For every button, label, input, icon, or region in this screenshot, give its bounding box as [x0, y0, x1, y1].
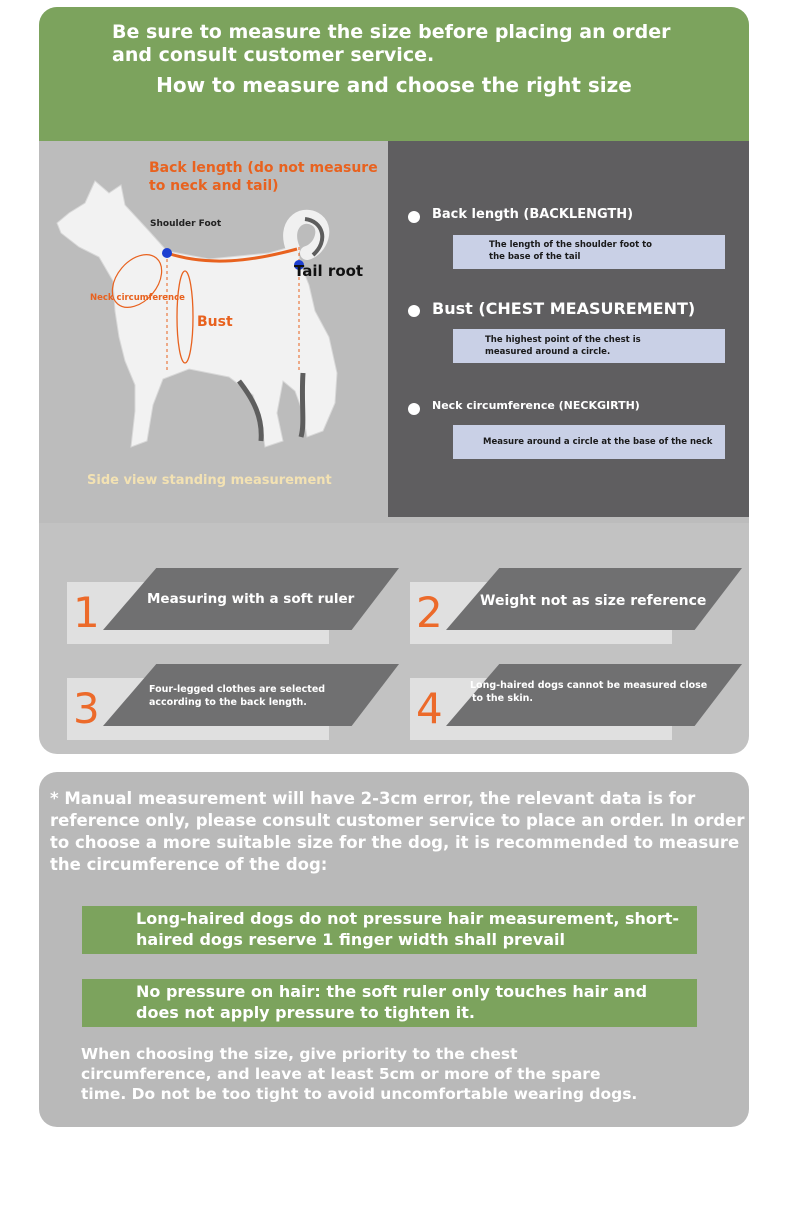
side-view-label: Side view standing measurement [87, 473, 332, 488]
measurement-guide-card [39, 7, 749, 754]
measurement-title: Neck circumference (NECKGIRTH) [432, 399, 640, 412]
tip-number: 4 [416, 684, 443, 733]
bullet-dot [408, 305, 420, 317]
tip-text: Measuring with a soft ruler [147, 591, 355, 607]
note-box-long-hair: Long-haired dogs do not pressure hair measurement, short-haired dogs reserve 1 finger width shall prevail [82, 906, 697, 954]
tip-number: 1 [73, 588, 100, 637]
bust-label: Bust [197, 314, 233, 330]
error-note: * Manual measurement will have 2-3cm error, the relevant data is for reference only, please consult customer service to place an order. In order to choose a more suitable size for the dog, it is recommended to measure the circumference of the dog: [50, 789, 745, 874]
measurement-title: Bust (CHEST MEASUREMENT) [432, 299, 696, 318]
measurement-title: Back length (BACKLENGTH) [432, 207, 634, 222]
tip-number: 3 [73, 684, 100, 733]
tip-text: Weight not as size reference [480, 593, 707, 609]
back-length-label: Back length (do not measure to neck and tail) [149, 160, 378, 194]
neck-circumference-label: Neck circumference [90, 293, 185, 303]
bullet-dot [408, 211, 420, 223]
shoulder-foot-label: Shoulder Foot [150, 219, 222, 229]
guide-header [39, 7, 749, 141]
bullet-dot [408, 403, 420, 415]
measurement-description: The highest point of the chest is measured around a circle. [453, 329, 725, 363]
leg-shadow-back [301, 373, 303, 437]
measurement-description: Measure around a circle at the base of the neck [453, 425, 725, 459]
tip-number: 2 [416, 588, 443, 637]
size-choice-note: When choosing the size, give priority to the chest circumference, and leave at least 5cm or more of the spare time. Do not be too tight to avoid uncomfortable wearing dogs. [81, 1045, 638, 1103]
measurement-definitions [388, 141, 749, 517]
measurement-notes-card [39, 772, 749, 1127]
note-box-no-pressure: No pressure on hair: the soft ruler only touches hair and does not apply pressure to tighten it. [82, 979, 697, 1027]
tip-text: Four-legged clothes are selected according to the back length. [149, 684, 326, 708]
order-warning: Be sure to measure the size before placing an order and consult customer service. [112, 21, 671, 66]
shoulder-foot-marker [162, 248, 172, 258]
tip-text: Long-haired dogs cannot be measured close to the skin. [470, 680, 708, 704]
guide-title: How to measure and choose the right size [156, 73, 632, 97]
dog-diagram [39, 141, 388, 517]
measurement-description: The length of the shoulder foot to the base of the tail [453, 235, 725, 269]
tail-root-label: Tail root [294, 262, 364, 280]
